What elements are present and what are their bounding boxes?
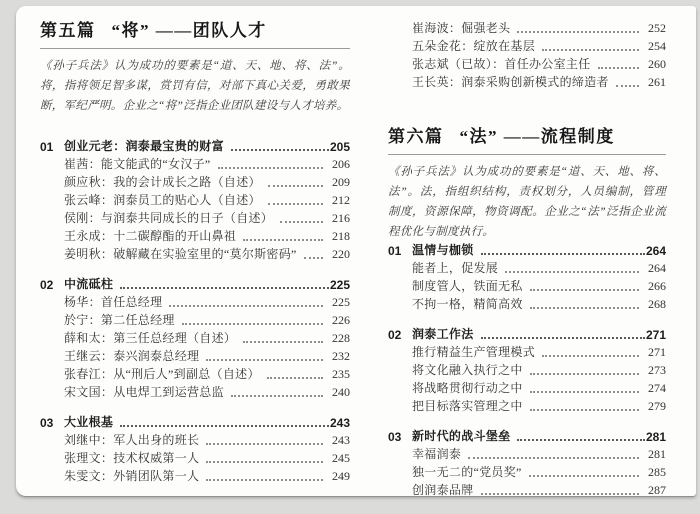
toc-entry-row <box>40 154 350 172</box>
toc-entry-row <box>388 462 666 480</box>
toc-entry-row <box>388 276 666 294</box>
dot-leader <box>120 287 329 289</box>
dot-leader <box>616 85 639 87</box>
toc-entry-row <box>388 396 666 414</box>
section-number: 02 <box>40 278 54 292</box>
section-title: 新时代的战斗堡垒 <box>412 429 511 443</box>
dot-leader <box>542 355 639 357</box>
toc-entry-row <box>40 190 350 208</box>
page-number: 243 <box>332 433 350 447</box>
dot-leader <box>530 391 639 393</box>
entry-title: 张志斌（已故）：首任办公室主任 <box>412 57 591 71</box>
toc-section <box>388 426 666 498</box>
entry-title: 侯刚：与润泰共同成长的日子（自述） <box>64 211 274 225</box>
toc-section <box>388 240 666 312</box>
page-number: 243 <box>329 416 350 430</box>
entry-title: 刘继中：军人出身的班长 <box>64 433 200 447</box>
dot-leader <box>120 425 329 427</box>
entry-title: 能者上，促发展 <box>412 261 499 275</box>
dot-leader <box>481 493 639 495</box>
entry-title: 把目标落实管理之中 <box>412 399 523 413</box>
toc-entry-row <box>40 310 350 328</box>
toc-section-row <box>40 136 350 154</box>
toc-section <box>388 324 666 414</box>
entry-title: 崔茜：能文能武的“女汉子” <box>64 157 211 171</box>
toc-sections-right <box>388 240 666 498</box>
toc-entry-row <box>388 444 666 462</box>
page-number: 254 <box>648 39 666 53</box>
part-heading-6 <box>388 122 666 147</box>
dot-leader <box>468 457 639 459</box>
toc-sections-left <box>40 136 350 484</box>
toc-entry-row <box>388 18 666 36</box>
dot-leader <box>530 289 639 291</box>
toc-entry-row <box>40 364 350 382</box>
heading-rule <box>40 48 350 49</box>
page-number: 216 <box>332 211 350 225</box>
entry-title: 张春江：从“刑后人”到副总（自述） <box>64 367 260 381</box>
entry-title: 制度管人，铁面无私 <box>412 279 523 293</box>
page-number: 274 <box>648 381 666 395</box>
page-number: 264 <box>645 244 666 258</box>
page-number: 209 <box>332 175 350 189</box>
toc-entry-row <box>388 72 666 90</box>
toc-entry-row <box>40 226 350 244</box>
heading-rule <box>388 154 666 155</box>
section-number: 03 <box>40 416 54 430</box>
dot-leader <box>542 49 639 51</box>
page-number: 287 <box>648 483 666 497</box>
page-number: 205 <box>329 140 350 154</box>
page-number: 235 <box>332 367 350 381</box>
dot-leader <box>268 185 323 187</box>
entry-title: 将战略贯彻行动之中 <box>412 381 523 395</box>
page-number: 268 <box>648 297 666 311</box>
toc-entry-row <box>40 244 350 262</box>
dot-leader <box>243 341 323 343</box>
page-number: 273 <box>648 363 666 377</box>
entry-title: 於宁：第二任总经理 <box>64 313 175 327</box>
page-number: 261 <box>648 75 666 89</box>
page-number: 240 <box>332 385 350 399</box>
entry-title: 崔海波：倔强老头 <box>412 21 511 35</box>
section-number: 02 <box>388 328 402 342</box>
entry-title: 颜应秋：我的会计成长之路（自述） <box>64 175 261 189</box>
dot-leader <box>529 475 639 477</box>
part-title: “法” ——流程制度 <box>459 127 615 146</box>
dot-leader <box>530 409 639 411</box>
page-number: 264 <box>648 261 666 275</box>
toc-entry-row <box>388 378 666 396</box>
dot-leader <box>530 307 639 309</box>
page-number: 285 <box>648 465 666 479</box>
page-number: 206 <box>332 157 350 171</box>
toc-entry-row <box>388 258 666 276</box>
dot-leader <box>243 239 323 241</box>
toc-section-row <box>40 412 350 430</box>
page-number: 228 <box>332 331 350 345</box>
page-number: 266 <box>648 279 666 293</box>
section-number: 03 <box>388 430 402 444</box>
entry-title: 张云峰：润泰员工的贴心人（自述） <box>64 193 261 207</box>
toc-entry-row <box>388 480 666 498</box>
entry-title: 杨华：首任总经理 <box>64 295 163 309</box>
toc-entry-row <box>388 36 666 54</box>
dot-leader <box>505 271 639 273</box>
entry-title: 王继云：泰兴润泰总经理 <box>64 349 200 363</box>
part-intro: 《孙子兵法》认为成功的要素是“道、天、地、将、法”。法，指组织结构，责权划分，人员编制，管理制度，资源保障，物资调配。企业之“法”泛指企业流程优化与制度执行。 <box>388 166 666 238</box>
entry-title: 朱雯文：外销团队第一人 <box>64 469 200 483</box>
entry-title: 王长英：润泰采购创新模式的缔造者 <box>412 75 609 89</box>
dot-leader <box>169 305 323 307</box>
entry-title: 推行精益生产管理模式 <box>412 345 536 359</box>
dot-leader <box>481 337 645 339</box>
section-title: 润泰工作法 <box>412 327 474 341</box>
entry-title: 将文化融入执行之中 <box>412 363 523 377</box>
book-page <box>16 6 696 496</box>
toc-section <box>40 274 350 400</box>
toc-entry-row <box>40 466 350 484</box>
page-number: 260 <box>648 57 666 71</box>
entry-title: 王永成：十二碳醇酯的开山鼻祖 <box>64 229 237 243</box>
toc-entry-row <box>40 208 350 226</box>
toc-entry-row <box>388 294 666 312</box>
dot-leader <box>182 323 323 325</box>
toc-entry-row <box>40 430 350 448</box>
dot-leader <box>231 395 323 397</box>
toc-section-row <box>40 274 350 292</box>
page-number: 245 <box>332 451 350 465</box>
toc-entry-row <box>40 328 350 346</box>
section-number: 01 <box>388 244 402 258</box>
toc-section-row <box>388 240 666 258</box>
toc-entry-row <box>40 292 350 310</box>
entry-title: 张理文：技术权威第一人 <box>64 451 200 465</box>
dot-leader <box>206 479 323 481</box>
dot-leader <box>218 167 323 169</box>
entry-title: 独一无二的“党员奖” <box>412 465 522 479</box>
part-number: 第五篇 <box>40 21 96 40</box>
dot-leader <box>268 203 323 205</box>
entry-title: 创润泰品牌 <box>412 483 474 497</box>
toc-entry-row <box>388 54 666 72</box>
toc-section <box>40 412 350 484</box>
part-intro: 《孙子兵法》认为成功的要素是“道、天、地、将、法”。将，指将领足智多谋，赏罚有信，对部下真心关爱，勇敢果断，军纪严明。企业之“将”泛指企业团队建设与人才培养。 <box>40 60 350 112</box>
page-number: 220 <box>332 247 350 261</box>
section-title: 创业元老：润泰最宝贵的财富 <box>64 139 224 153</box>
page-number: 232 <box>332 349 350 363</box>
entry-title: 宋文国：从电焊工到运营总监 <box>64 385 224 399</box>
entry-title: 幸福润泰 <box>412 447 462 461</box>
page-number: 249 <box>332 469 350 483</box>
page-number: 279 <box>648 399 666 413</box>
dot-leader <box>481 253 645 255</box>
toc-section-carryover <box>388 18 666 90</box>
page-number: 225 <box>329 278 350 292</box>
page-number: 271 <box>645 328 666 342</box>
dot-leader <box>231 149 329 151</box>
dot-leader <box>280 221 323 223</box>
entry-title: 不拘一格，精简高效 <box>412 297 523 311</box>
toc-carryover-entries <box>388 18 666 90</box>
toc-section <box>40 136 350 262</box>
toc-column-left <box>40 6 350 496</box>
section-title: 大业根基 <box>64 415 114 429</box>
page-number: 218 <box>332 229 350 243</box>
page-number: 281 <box>648 447 666 461</box>
entry-title: 姜明秋：破解藏在实验室里的“莫尔斯密码” <box>64 247 297 261</box>
dot-leader <box>206 359 323 361</box>
section-number: 01 <box>40 140 54 154</box>
dot-leader <box>206 461 323 463</box>
part-number: 第六篇 <box>388 127 444 146</box>
dot-leader <box>206 443 323 445</box>
toc-entry-row <box>40 382 350 400</box>
part-heading-5 <box>40 16 350 41</box>
page-number: 226 <box>332 313 350 327</box>
toc-section-row <box>388 324 666 342</box>
entry-title: 五朵金花：绽放在基层 <box>412 39 536 53</box>
entry-title: 薛和太：第三任总经理（自述） <box>64 331 237 345</box>
dot-leader <box>304 257 323 259</box>
toc-column-right <box>388 6 666 496</box>
dot-leader <box>517 31 639 33</box>
section-title: 温情与枷锁 <box>412 243 474 257</box>
dot-leader <box>530 373 639 375</box>
page-number: 225 <box>332 295 350 309</box>
page-number: 252 <box>648 21 666 35</box>
toc-entry-row <box>388 342 666 360</box>
page-number: 281 <box>645 430 666 444</box>
dot-leader <box>267 377 323 379</box>
toc-entry-row <box>40 448 350 466</box>
toc-section-row <box>388 426 666 444</box>
toc-entry-row <box>40 346 350 364</box>
toc-entry-row <box>388 360 666 378</box>
toc-entry-row <box>40 172 350 190</box>
page-number: 271 <box>648 345 666 359</box>
part-title: “将” ——团队人才 <box>111 21 267 40</box>
page-number: 212 <box>332 193 350 207</box>
dot-leader <box>598 67 639 69</box>
dot-leader <box>517 439 645 441</box>
section-title: 中流砥柱 <box>64 277 114 291</box>
